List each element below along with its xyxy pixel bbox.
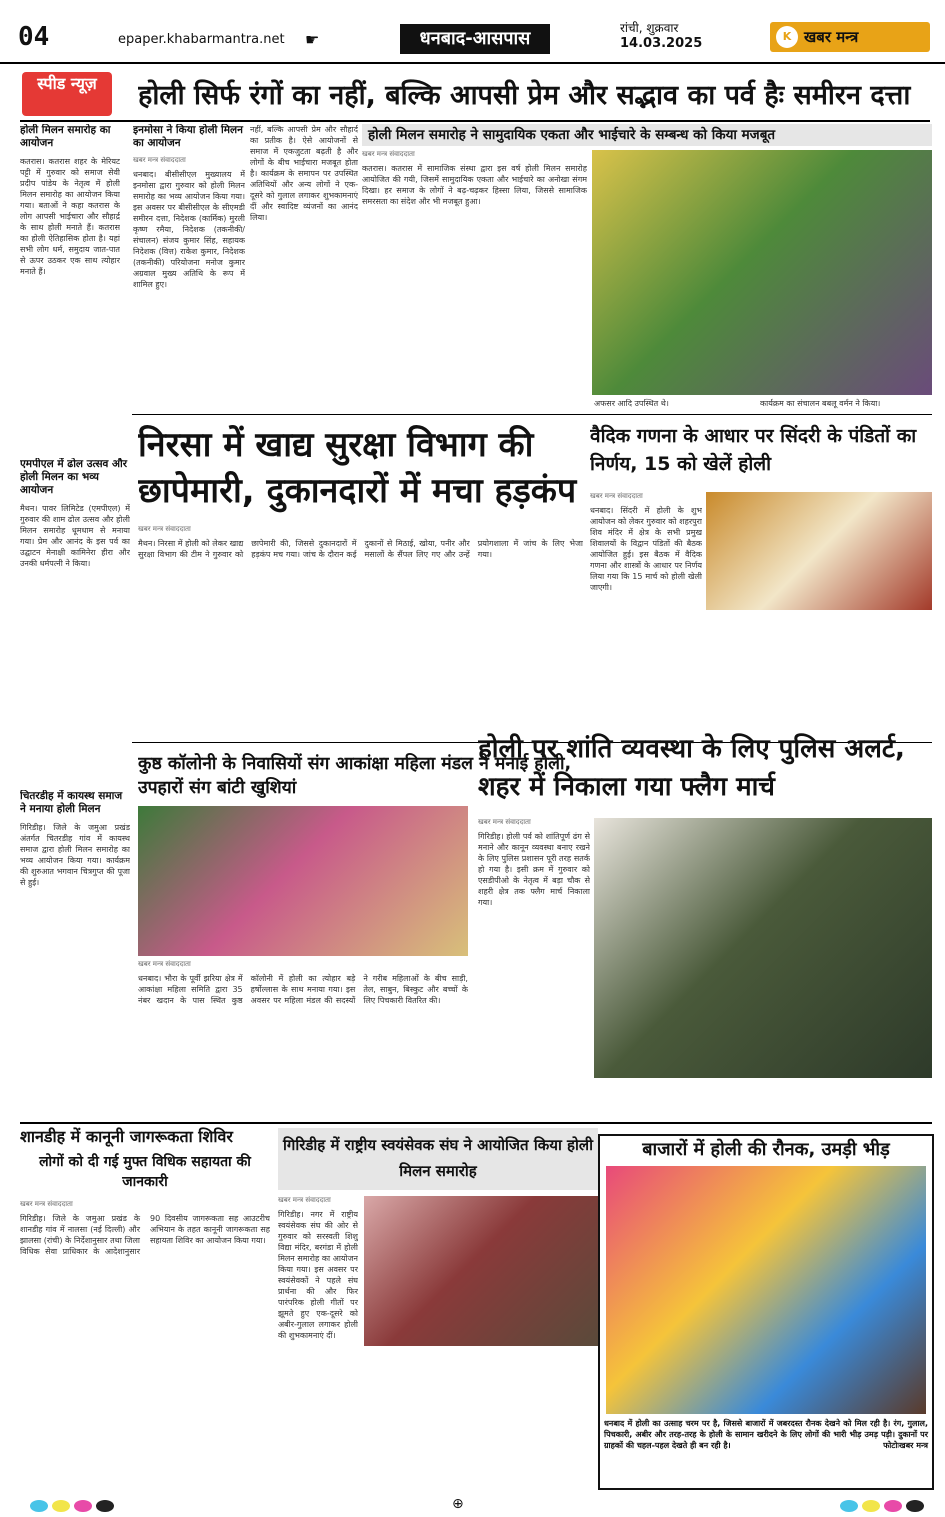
footer-dot-magenta-right	[884, 1500, 902, 1512]
nirsa-headline: निरसा में खाद्य सुरक्षा विभाग की छापेमारी, दुकानदारों में मचा हड़कंप	[138, 425, 577, 511]
sindri-body: धनबाद। सिंदरी में होली के शुभ आयोजन को लेकर गुरुवार को शहरपुरा शिव मंदिर में क्षेत्र के सभी प्रमुख शिवालयों के विद्वान पंडितों की बैठक आयोजित हुई। इस बैठक में वैदिक गणना और शास्त्रों के आधार पर निर्णय लिया गया कि 15 मार्च को होली खेली जाएगी।	[590, 506, 702, 592]
market-caption	[600, 1418, 932, 1451]
page-number: 04	[18, 22, 50, 52]
footer-dot-yellow-right	[862, 1500, 880, 1512]
chitrakut-story	[20, 790, 130, 1110]
police-photo	[594, 818, 932, 1078]
col3-story	[250, 124, 358, 454]
nirsa-body: मैथन। निरसा में होली को लेकर खाद्य सुरक्षा विभाग की टीम ने गुरुवार को छापेमारी की, जिससे दुकानदारों में हड़कंप मच गया। जांच के दौरान कई दुकानों से मिठाई, खोया, पनीर और मसालों के सैंपल लिए गए और उन्हें प्रयोगशाला में जांच के लिए भेजा गया।	[138, 539, 583, 559]
legal-body: गिरिडीह। जिले के जमुआ प्रखंड के शानडीह गांव में नालसा (नई दिल्ली) और झालसा (रांची) के निर्देशानुसार तथा जिला विधिक सेवा प्राधिकार के आदेशानुसार 90 दिवसीय जागरूकता सह आउटरीच अभियान के तहत कानूनी जागरूकता सह सहायता शिविर का आयोजन किया गया।	[20, 1214, 270, 1256]
chitrakut-title: चितरडीह में कायस्थ समाज ने मनाया होली मिलन	[20, 790, 123, 815]
col1-story	[20, 124, 120, 454]
rss-photo	[364, 1196, 598, 1346]
emp-title: एमपीएल में ढोल उत्सव और होली मिलन का भव्य आयोजन	[20, 458, 128, 496]
sindri-headline: वैदिक गणना के आधार पर सिंदरी के पंडितों का निर्णय, 15 को खेलें होली	[590, 425, 917, 475]
footer-dot-black-right	[906, 1500, 924, 1512]
sindri-byline: खबर मन्त्र संवाददाता	[590, 492, 643, 500]
page-header	[0, 0, 945, 64]
chitrakut-body: गिरिडीह। जिले के जमुआ प्रखंड अंतर्गत चितरडीह गांव में कायस्थ समाज द्वारा होली मिलन समारोह का भव्य आयोजन किया गया। कार्यक्रम की शुरुआत भगवान चित्रगुप्त की पूजा से हुई।	[20, 823, 130, 887]
rss-text	[278, 1196, 358, 1486]
unity-body: कतरास। कतरास में सामाजिक संस्था द्वारा इस वर्ष होली मिलन समारोह आयोजित की गयी, जिसमें सामुदायिक एकता और भाईचारे का अनोखा संगम दिखा। हर समाज के लोगों ने बढ़-चढ़कर हिस्सा लिया, जिससे सामाजिक समरसता का संदेश और भी मजबूत हुआ।	[362, 164, 587, 206]
col2-byline: खबर मन्त्र संवाददाता	[133, 156, 186, 164]
emp-body: मैथन। पावर लिमिटेड (एमपीएल) में गुरुवार की शाम ढोल उत्सव और होली मिलन समारोह धूमधाम से मनाया गया। प्रेम और आनंद के इस पर्व का उद्घाटन मेनाक्षी कामिनेरा हीरा और उनकी धर्मपत्नी ने किया।	[20, 504, 130, 568]
main-headline: होली सिर्फ रंगों का नहीं, बल्कि आपसी प्रेम और सद्भाव का पर्व हैः समीरन दत्ता	[138, 80, 911, 111]
row2-rule	[132, 414, 932, 415]
rss-body: गिरिडीह। नगर में राष्ट्रीय स्वयंसेवक संघ की ओर से गुरुवार को सरस्वती शिशु विद्या मंदिर, बरगंडा में होली मिलन समारोह का आयोजन किया गया। इस अवसर पर स्वयंसेवकों ने पहले संघ प्रार्थना की और फिर पारंपरिक होली गीतों पर झूमते हुए एक-दूसरे को अबीर-गुलाल लगाकर होली की शुभकामनाएं दीं।	[278, 1210, 358, 1340]
issue-date: 14.03.2025	[620, 36, 703, 51]
emp-story	[20, 458, 130, 788]
legal-subhead: लोगों को दी गई मुफ्त विधिक सहायता की जानकारी	[39, 1154, 251, 1190]
row4-rule	[20, 1122, 932, 1124]
police-byline: खबर मन्त्र संवाददाता	[478, 818, 531, 826]
footer-dot-cyan-right	[840, 1500, 858, 1512]
legal-text	[20, 1200, 270, 1490]
col3-body: नहीं, बल्कि आपसी प्रेम और सौहार्द का प्रतीक है। ऐसे आयोजनों से समाज में एकजुटता बढ़ती है और लोगों के बीच भाईचारा मजबूत होता है। कार्यक्रम के समापन पर उपस्थित अतिथियों और अन्य लोगों ने एक-दूसरे को गुलाल लगाकर शुभकामनाएं दीं और स्वादिष्ट व्यंजनों का आनंद लिया।	[250, 125, 358, 222]
police-headline: होली पर शांति व्यवस्था के लिए पुलिस अलर्ट, शहर में निकाला गया फ्लैग मार्च	[478, 734, 905, 802]
market-caption-text: धनबाद में होली का उत्साह चरम पर है, जिससे बाजारों में जबरदस्त रौनक देखने को मिल रही है। रंग, गुलाल, पिचकारी, अबीर और तरह-तरह के होली के सामान खरीदने के लिए लोगों की भारी भीड़ उमड़ पड़ी। दुकानों पर ग्राहकों की चहल-पहल देखते ही बन रही है।	[604, 1419, 928, 1450]
sindri-photo	[706, 492, 932, 610]
footer-dot-cyan	[30, 1500, 48, 1512]
speed-news-badge: स्पीड न्यूज़	[22, 72, 112, 116]
market-headline: बाजारों में होली की रौनक, उमड़ी भीड़	[642, 1139, 890, 1160]
unity-headline-box	[362, 124, 932, 146]
kushth-byline: खबर मन्त्र संवाददाता	[138, 960, 191, 968]
epaper-url[interactable]: epaper.khabarmantra.net	[118, 32, 285, 47]
unity-byline: खबर मन्त्र संवाददाता	[362, 150, 415, 158]
unity-text	[362, 150, 587, 440]
unity-headline: होली मिलन समारोह ने सामुदायिक एकता और भाईचारे के सम्बन्ध को किया मजबूत	[368, 127, 776, 143]
police-body: गिरिडीह। होली पर्व को शांतिपूर्ण ढंग से मनाने और कानून व्यवस्था बनाए रखने के लिए पुलिस प्रशासन पूरी तरह सतर्क हो गया है। इसी क्रम में गुरुवार को एसडीपीओ के नेतृत्व में बड़ा चौक से शहरी क्षेत्र तक फ्लैग मार्च निकाला गया।	[478, 832, 590, 907]
legal-byline: खबर मन्त्र संवाददाता	[20, 1200, 73, 1208]
unity-caption-right: कार्यक्रम का संचालन बबलू वर्मन ने किया।	[760, 399, 881, 408]
brand-logo: K खबर मन्त्र	[770, 22, 930, 52]
dateline	[620, 20, 702, 52]
logo-icon: K	[776, 26, 798, 48]
col2-title: इनमोसा ने किया होली मिलन का आयोजन	[133, 124, 243, 149]
footer-dot-black	[96, 1500, 114, 1512]
market-photo	[606, 1166, 926, 1414]
kushth-headline: कुष्ठ कॉलोनी के निवासियों संग आकांक्षा महिला मंडल ने मनाई होली, उपहारों संग बांटी खुशियां	[138, 754, 572, 798]
pointer-icon: ☛	[305, 30, 320, 49]
unity-caption-left: अफसर आदि उपस्थित थे।	[594, 399, 669, 408]
rss-headline: गिरिडीह में राष्ट्रीय स्वयंसेवक संघ ने आयोजित किया होली मिलन समारोह	[283, 1136, 593, 1180]
police-text	[478, 818, 590, 1118]
sindri-text	[590, 492, 702, 722]
headline-rule	[20, 120, 930, 122]
section-title: धनबाद-आसपास	[400, 24, 550, 54]
market-box	[598, 1134, 934, 1490]
kushth-text	[138, 960, 468, 1120]
kushth-body: धनबाद। भौरा के पूर्वी झरिया क्षेत्र में आकांक्षा महिला समिति द्वारा 35 नंबर खदान के पास स्थित कुष्ठ कॉलोनी में होली का त्योहार बड़े हर्षोल्लास के साथ मनाया गया। इस अवसर पर महिला मंडल की सदस्यों ने गरीब महिलाओं के बीच साड़ी, तेल, साबुन, बिस्कुट और बच्चों के लिए पिचकारी वितरित की।	[138, 974, 468, 1005]
col2-story	[133, 124, 245, 454]
col2-body: धनबाद। बीसीसीएल मुख्यालय में इनमोसा द्वारा गुरुवार को होली मिलन समारोह का भव्य आयोजन किया गया। इस अवसर पर बीसीसीएल के सीएमडी समीरन दत्ता, निदेशक (कार्मिक) मुरली कृष्ण रमैया, निदेशक (तकनीकी/संचालन) संजय कुमार सिंह, सहायक निदेशक (वित्त) राकेश कुमार, निदेशक (तकनीकी) परियोजना मनोज कुमार अग्रवाल मुख्य अतिथि के रूप में शामिल हुए।	[133, 170, 245, 289]
market-photo-credit: फोटोःखबर मन्त्र	[883, 1441, 928, 1450]
unity-photo	[592, 150, 932, 395]
col1-title: होली मिलन समारोह का आयोजन	[20, 124, 111, 149]
legal-headline: शानडीह में कानूनी जागरूकता शिविर	[20, 1127, 233, 1146]
city-day: रांची, शुक्रवार	[620, 21, 679, 35]
footer-dot-magenta	[74, 1500, 92, 1512]
crosshair-icon: ⊕	[452, 1496, 464, 1512]
col1-body: कतरास। कतरास शहर के मेरियट पट्टी में गुरुवार को समाज सेवी प्रदीप पांडेय के नेतृत्व में होली मिलन समारोह का आयोजन किया गया। बताओं ने कहा कतरास के लोग आपसी भाईचारा और सौहार्द्र के साथ होली मनाते हैं। कतरास का होली ऐतिहासिक होता है। यहां सभी लोग धर्म, समुदाय जात-पात से ऊपर उठकर एक साथ त्योहार मनाते हैं।	[20, 157, 120, 276]
rss-byline: खबर मन्त्र संवाददाता	[278, 1196, 331, 1204]
kushth-photo	[138, 806, 468, 956]
nirsa-text	[138, 525, 583, 740]
nirsa-byline: खबर मन्त्र संवाददाता	[138, 525, 191, 533]
footer-dot-yellow	[52, 1500, 70, 1512]
